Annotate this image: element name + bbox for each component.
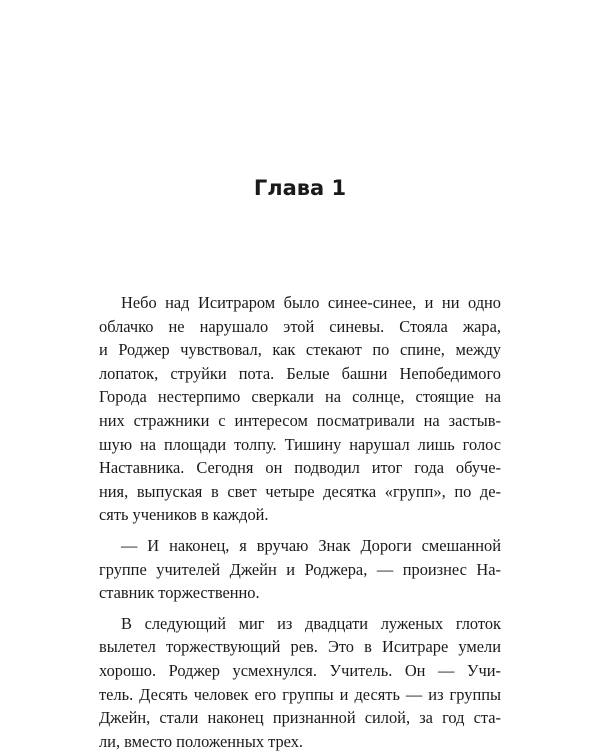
paragraph-3 [99, 612, 501, 753]
chapter-body [99, 291, 501, 753]
text-line: Наставника. Сегодня он подводил итог года обуче- [99, 458, 501, 478]
text-line: ставник торжественно. [99, 583, 260, 603]
text-line: Города нестерпимо сверкали на солнце, стоящие на [99, 387, 501, 407]
paragraph-2 [99, 534, 501, 605]
text-line: и Роджер чувствовал, как стекают по спине, между [99, 340, 501, 360]
text-line: вылетел торжествующий рев. Это в Иситраре умели [99, 637, 501, 657]
text-line: лопаток, струйки пота. Белые башни Непобедимого [99, 363, 501, 383]
text-line: тель. Десять человек его группы и десять — из группы [99, 684, 501, 704]
text-line: сять учеников в каждой. [99, 505, 269, 525]
text-line: Небо над Иситраром было синее-синее, и ни одно [121, 293, 501, 312]
text-line: ли, вместо положенных трех. [99, 731, 304, 751]
text-line: В следующий миг из двадцати луженых глоток [121, 613, 501, 633]
text-line: хорошо. Роджер усмехнулся. Учитель. Он — Учи- [99, 660, 501, 680]
text-line: — И наконец, я вручаю Знак Дороги смешанной [121, 535, 501, 555]
chapter-title: Глава 1 [253, 176, 347, 200]
text-line: группе учителей Джейн и Роджера, — произнес На- [99, 559, 501, 579]
text-line: Джейн, стали наконец признанной силой, за год ста- [99, 708, 501, 728]
text-line: облачко не нарушало этой синевы. Стояла жара, [99, 316, 501, 336]
text-line: них стражники с интересом посматривали на застыв- [99, 410, 501, 430]
text-line: ния, выпуская в свет четыре десятка «групп», по де- [99, 481, 501, 501]
text-line: шую на площади толпу. Тишину нарушал лишь голос [99, 434, 501, 454]
paragraph-1 [99, 291, 501, 527]
